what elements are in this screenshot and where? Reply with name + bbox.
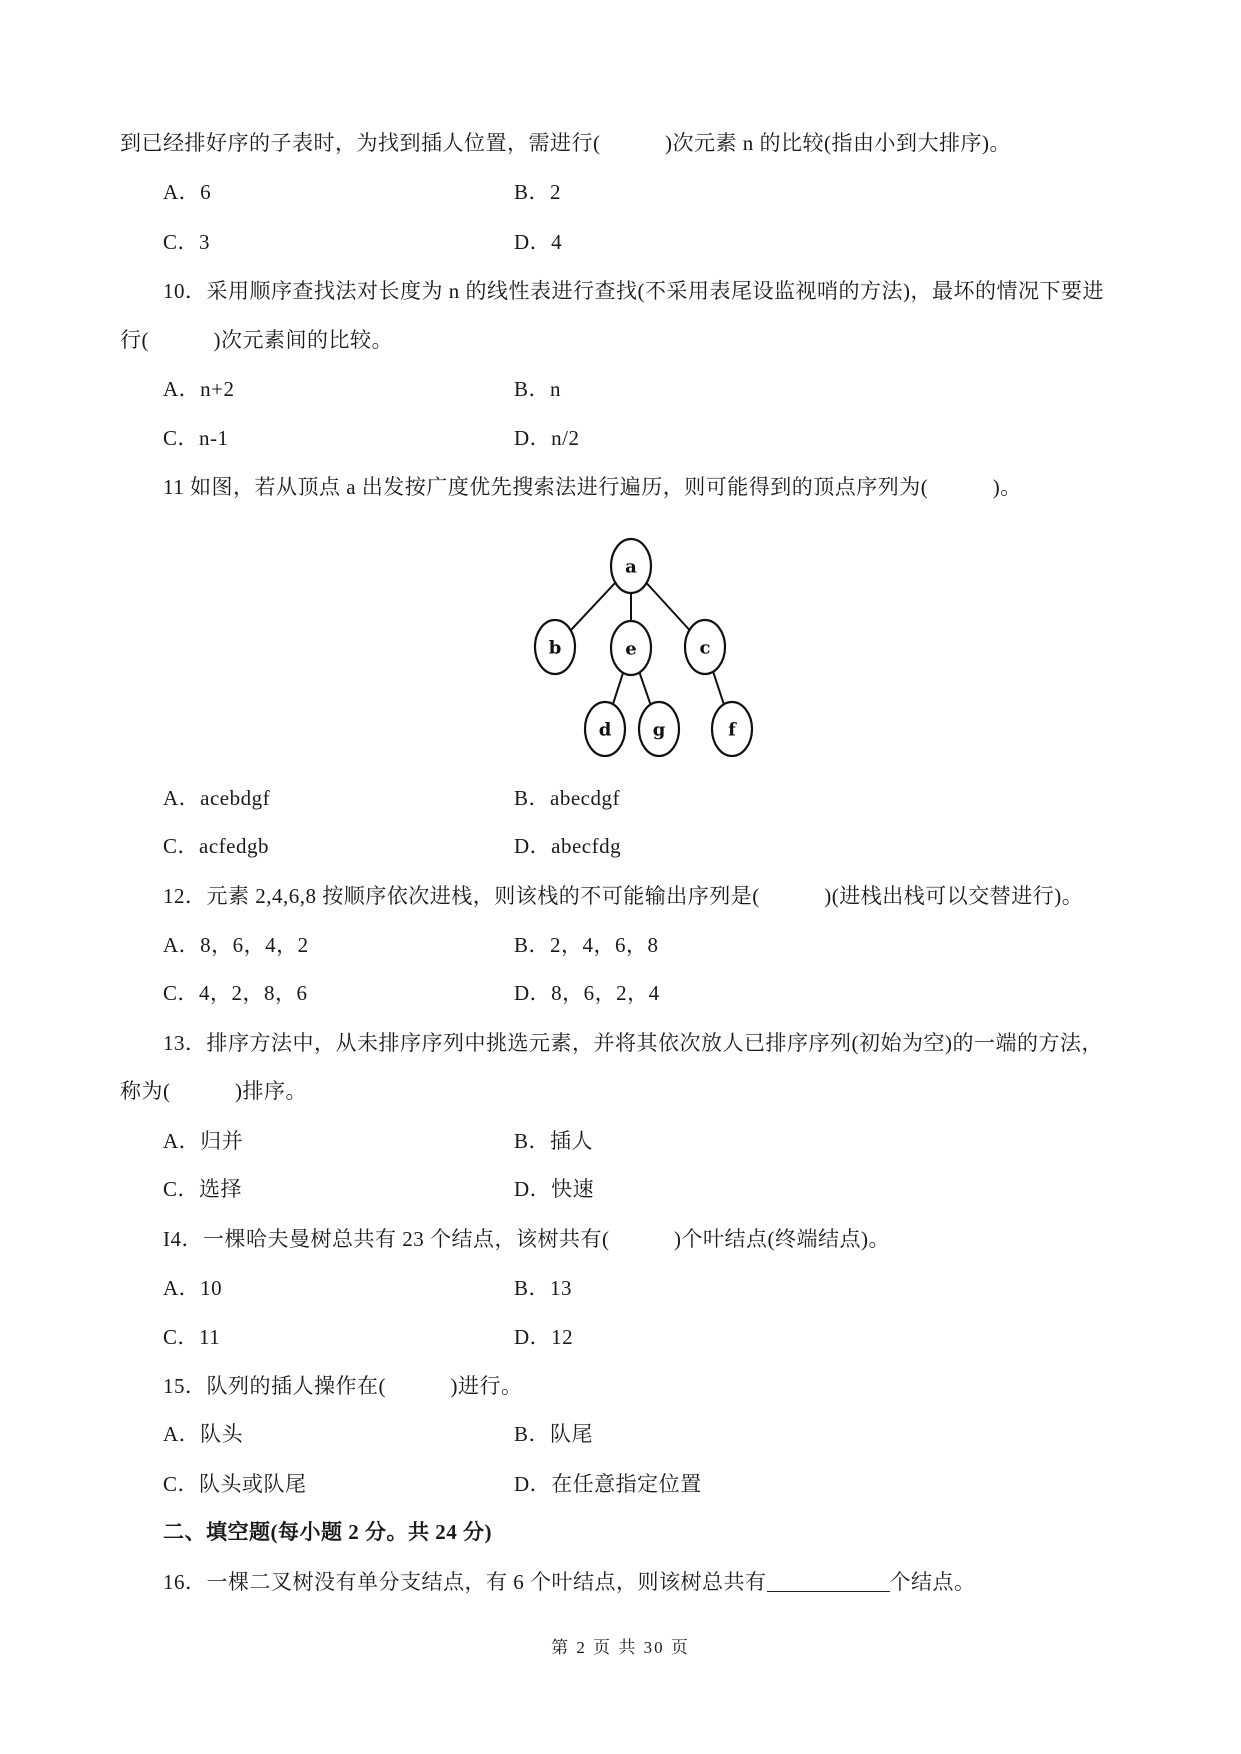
question-stem-line: 10．采用顺序查找法对长度为 n 的线性表进行查找(不采用表尾设监视哨的方法)，最坏的情况下要进 [163,279,1104,303]
graph-figure [520,520,760,770]
graph-node-label: c [699,637,711,659]
option-c: C．3 [163,230,211,254]
question-stem-line: 15．队列的插人操作在( )进行。 [163,1374,523,1398]
question-stem-line: 称为( )排序。 [120,1079,307,1103]
option-c: C．4，2，8，6 [163,981,308,1005]
graph-edge [639,672,650,704]
graph-node [535,620,575,674]
option-d: D．4 [514,230,563,254]
graph-node-label: e [625,638,637,660]
option-a: A．10 [163,1276,223,1300]
option-a: A．6 [163,180,212,204]
section-heading: 二、填空题(每小题 2 分。共 24 分) [163,1520,492,1544]
option-b: B．2，4，6，8 [514,933,659,957]
question-stem-line: 13．排序方法中，从未排序序列中挑选元素，并将其依次放人已排序序列(初始为空)的一端的方法， [163,1031,1103,1055]
graph-node-label: b [548,637,562,659]
option-b: B．13 [514,1276,573,1300]
graph-node-label: f [728,719,736,741]
graph-node [639,702,679,756]
option-a: A．acebdgf [163,786,271,810]
question-stem-line: I4．一棵哈夫曼树总共有 23 个结点，该树共有( )个叶结点(终端结点)。 [163,1227,890,1251]
answer-blank [767,1573,890,1592]
question-stem-line: 到已经排好序的子表时，为找到插人位置，需进行( )次元素 n 的比较(指由小到大排序)。 [120,131,1011,155]
graph-edge [571,583,616,631]
option-a: A．归并 [163,1129,244,1153]
option-b: B．插人 [514,1129,594,1153]
graph-node [585,702,625,756]
option-a: A．n+2 [163,377,235,401]
graph-edge [647,583,690,630]
option-d: D．8，6，2，4 [514,981,660,1005]
option-c: C．acfedgb [163,834,269,858]
option-d: D．abecfdg [514,834,622,858]
fill-in-text-before: 16．一棵二叉树没有单分支结点，有 6 个叶结点，则该树总共有 [163,1570,767,1594]
fill-in-text-after: 个结点。 [889,1570,976,1594]
graph-node-label: d [598,719,612,741]
option-c: C．队头或队尾 [163,1472,307,1496]
graph-node [611,539,651,593]
option-c: C．11 [163,1325,221,1349]
option-c: C．n-1 [163,426,229,450]
option-d: D．快速 [514,1177,595,1201]
page-footer: 第 2 页 共 30 页 [551,1638,690,1657]
question-stem-line: 11 如图，若从顶点 a 出发按广度优先搜索法进行遍历，则可能得到的顶点序列为( )。 [163,475,1022,499]
option-c: C．选择 [163,1177,243,1201]
question-stem-line: 12．元素 2,4,6,8 按顺序依次进栈，则该栈的不可能输出序列是( )(进栈出栈可以交替进行)。 [163,884,1084,908]
option-d: D．n/2 [514,426,580,450]
option-b: B．2 [514,180,562,204]
graph-edge [713,672,724,705]
option-a: A．队头 [163,1422,244,1446]
graph-node-label: a [625,556,637,578]
graph-node [611,621,651,675]
graph-node [685,620,725,674]
graph-node-label: g [652,719,666,741]
option-a: A．8，6，4，2 [163,933,309,957]
option-b: B．abecdgf [514,786,620,810]
option-b: B．队尾 [514,1422,594,1446]
question-stem-line: 行( )次元素间的比较。 [120,328,393,352]
option-b: B．n [514,377,562,401]
option-d: D．12 [514,1325,574,1349]
option-d: D．在任意指定位置 [514,1472,702,1496]
graph-node [712,702,752,756]
fill-in-question [163,1570,976,1594]
graph-edge [613,673,623,704]
